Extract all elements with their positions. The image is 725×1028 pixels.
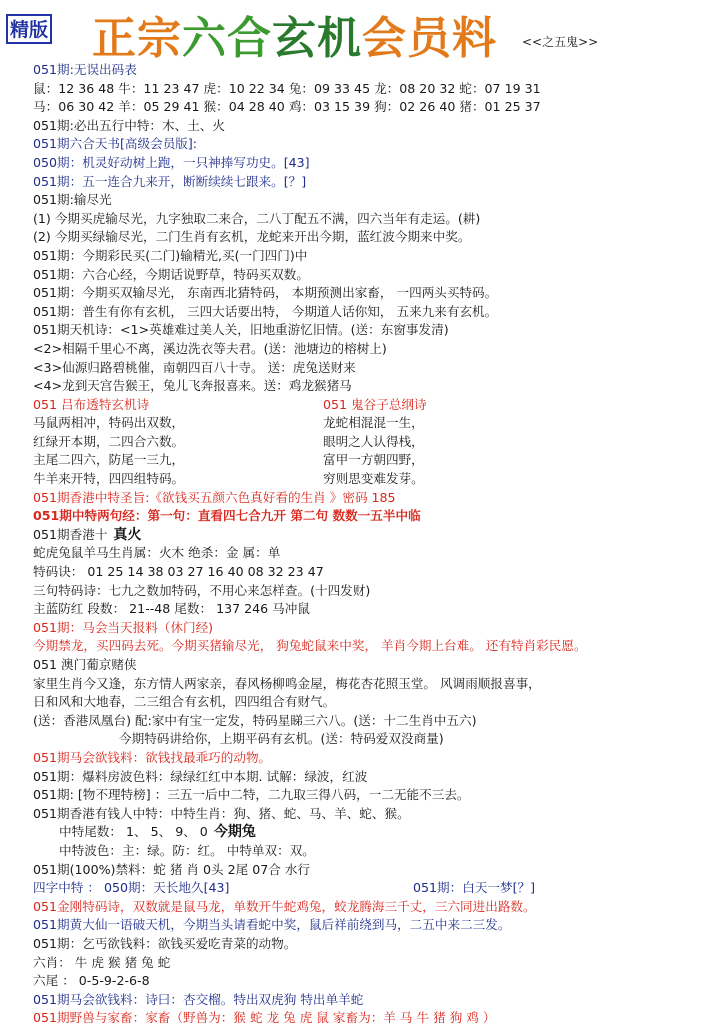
text-line bbox=[33, 507, 723, 526]
line-text: 051期：今期彩民买(二门)输精光,买(一门四门)中 bbox=[33, 247, 308, 263]
line-text: 051期：普生有你有玄机， 三四大话要出特， 今期道人话你知， 五来九来有玄机。 bbox=[33, 303, 498, 319]
text-line bbox=[33, 805, 723, 824]
line-text: 三句特码诗：七九之数加特码，不用心来怎样查。(十四发财) bbox=[33, 582, 371, 598]
text-line bbox=[33, 303, 723, 322]
line-left: 牛羊来开特，四四组特码。 bbox=[33, 471, 185, 487]
overlay-stamp-text: 今期兔 bbox=[213, 824, 256, 841]
line-text: 051期：五一连合九来开，断断续续七跟来。[？] bbox=[33, 173, 307, 189]
line-text: 051期(100%)禁料：蛇 猪 肖 0头 2尾 07合 水行 bbox=[33, 861, 311, 877]
line-text: 六尾 ： 0-5-9-2-6-8 bbox=[33, 973, 150, 989]
line-left: 四字中特 ： 050期：天长地久[43] bbox=[33, 880, 230, 896]
overlay-stamp-text: 真火 bbox=[113, 526, 142, 543]
line-right: 富甲一方朝四野， bbox=[323, 452, 424, 468]
line-text: 蛇虎兔鼠羊马生肖属：火木 绝杀：金 属：单 bbox=[33, 545, 281, 561]
line-text: 051期马会欲钱料：诗曰：杏交榴。特出双虎狗 特出单羊蛇 bbox=[33, 991, 364, 1007]
text-line bbox=[33, 396, 723, 415]
line-text: 051期：乞丐欲钱料：欲钱买爱吃青菜的动物。 bbox=[33, 935, 297, 951]
line-text: 六肖： 牛 虎 猴 猪 兔 蛇 bbox=[33, 954, 171, 970]
line-text: 今期禁龙，买四码去死。今期买猪输尽光， 狗兔蛇鼠来中奖， 羊肖今期上台难。 还有特肖彩民愿。 bbox=[33, 638, 587, 654]
line-text: (2) 今期买绿输尽光，二门生肖有玄机，龙蛇来开出今期，蓝红波今期来中奖。 bbox=[33, 229, 471, 245]
text-line bbox=[33, 712, 723, 731]
line-text: 鼠：12 36 48 牛：11 23 47 虎：10 22 34 兔：09 33 45 龙：08 20 32 蛇：07 19 31 bbox=[33, 80, 541, 96]
text-line bbox=[33, 916, 723, 935]
line-text: 051期香港十 bbox=[33, 526, 108, 542]
line-text: 051期马会欲钱料：欲钱找最乖巧的动物。 bbox=[33, 749, 272, 765]
document-body bbox=[33, 61, 723, 1028]
text-line bbox=[33, 266, 723, 285]
text-line bbox=[33, 340, 723, 359]
line-right: 051 鬼谷子总纲诗 bbox=[323, 396, 427, 412]
text-line bbox=[33, 1009, 723, 1028]
text-line bbox=[33, 321, 723, 340]
line-text: 马：06 30 42 羊：05 29 41 猴：04 28 40 鸡：03 15 39 狗：02 26 40 猪：01 25 37 bbox=[33, 99, 541, 115]
text-line bbox=[33, 600, 723, 619]
line-text: 中特尾数： 1、 5、 9、 0 bbox=[59, 824, 208, 840]
text-line bbox=[33, 898, 723, 917]
line-text: 家里生肖今又逢，东方情人两家亲，春风杨柳鸣金屋，梅花杏花照玉堂。 风调雨顺报喜事， bbox=[33, 675, 541, 691]
line-text: (送：香港凤凰台) 配:家中有宝一定发，特码星睇三六八。(送：十二生肖中五六) bbox=[33, 712, 477, 728]
text-line bbox=[33, 656, 723, 675]
text-line bbox=[33, 879, 723, 898]
line-text: 特码诀： 01 25 14 38 03 27 16 40 08 32 23 47 bbox=[33, 564, 324, 580]
text-line bbox=[33, 954, 723, 973]
line-text: 051期:必出五行中特：木、土、火 bbox=[33, 117, 225, 133]
line-text: 051期香港中特圣旨:《欲钱买五颜六色真好看的生肖 》密码 185 bbox=[33, 489, 396, 505]
text-line bbox=[33, 619, 723, 638]
text-line bbox=[33, 98, 723, 117]
text-line bbox=[33, 991, 723, 1010]
line-text: 051期:输尽光 bbox=[33, 192, 112, 208]
line-text: 050期：机灵好动树上跑，一只神捧写功史。[43] bbox=[33, 154, 310, 170]
text-line bbox=[33, 228, 723, 247]
text-line bbox=[33, 749, 723, 768]
line-text: 051 澳门葡京赌侠 bbox=[33, 657, 137, 672]
line-text: 051期：爆料房波色料：绿绿红红中本期. 试解：绿波，红波 bbox=[33, 768, 368, 784]
text-line bbox=[33, 544, 723, 563]
line-text: 051期六合天书[高级会员版]: bbox=[33, 136, 198, 152]
line-text: 051期：今期买双输尽光， 东南西北猜特码， 本期预测出家畜， 一四两头买特码。 bbox=[33, 285, 498, 301]
page-title bbox=[92, 2, 497, 66]
text-line bbox=[33, 768, 723, 787]
line-left: 马鼠两相冲，特码出双数， bbox=[33, 415, 185, 431]
text-line bbox=[33, 191, 723, 210]
line-text: 今期特码讲给你，上期平码有玄机。(送：特码爱双没商量) bbox=[119, 731, 444, 747]
line-text: 051期香港有钱人中特：中特生肖：狗、猪、蛇、马、羊、蛇、猴。 bbox=[33, 805, 410, 821]
text-line bbox=[33, 173, 723, 192]
line-text: 051期：马会当天报料（休门经) bbox=[33, 619, 214, 635]
line-text: 051期天机诗：<1>英雄难过美人关，旧地重游忆旧情。(送：东窗事发清) bbox=[33, 322, 449, 338]
line-text: 日和风和大地春，二三组合有玄机，四四组合有财气。 bbox=[33, 694, 336, 710]
text-line bbox=[33, 637, 723, 656]
line-text: 051期：六合心经，今期话说野草，特码买双数。 bbox=[33, 266, 309, 282]
line-text: <2>相隔千里心不离，溪边洗衣等夫君。(送：池塘边的榕树上) bbox=[33, 340, 387, 356]
text-line bbox=[33, 359, 723, 378]
text-line bbox=[33, 563, 723, 582]
text-line bbox=[33, 377, 723, 396]
title-part-3: 玄机 bbox=[272, 13, 362, 64]
line-text: 051期:无误出码表 bbox=[33, 62, 137, 77]
line-text: 主蓝防红 段数： 21--48 尾数： 137 246 马冲鼠 bbox=[33, 601, 310, 617]
text-line bbox=[33, 823, 723, 842]
line-right: 龙蛇相混混一生， bbox=[323, 415, 424, 431]
text-line bbox=[33, 414, 723, 433]
line-text: 051金刚特码诗，双数就是鼠马龙，单数开牛蛇鸡兔，蛟龙腾海三千丈，三六同进出路数。 bbox=[33, 898, 536, 914]
text-line bbox=[33, 154, 723, 173]
text-line bbox=[33, 693, 723, 712]
line-text: 051期野兽与家畜：家畜（野兽为：猴 蛇 龙 兔 虎 鼠 家畜为：羊 马 牛 猪 狗 鸡 ） bbox=[33, 1010, 496, 1026]
text-line bbox=[33, 247, 723, 266]
text-line bbox=[33, 470, 723, 489]
line-text: 中特波色：主：绿。防：红。 中特单双：双。 bbox=[59, 842, 315, 858]
line-text: (1) 今期买虎输尽光，九字独取二来合，二八丁配五不满，四六当年有走运。(耕) bbox=[33, 210, 481, 226]
text-line bbox=[33, 526, 723, 545]
line-text: <4>龙到天宫告猴王，兔儿飞奔报喜来。送：鸡龙猴猪马 bbox=[33, 378, 352, 394]
text-line bbox=[33, 582, 723, 601]
subtitle-tag: <<之五鬼>> bbox=[522, 35, 599, 49]
line-text: 051期黄大仙一语破天机，今期当头请看蛇中奖，鼠后祥前绕到马，二五中来二三发。 bbox=[33, 917, 511, 933]
text-line bbox=[33, 210, 723, 229]
text-line bbox=[33, 730, 723, 749]
line-left: 红绿开本期，二四合六数。 bbox=[33, 433, 185, 449]
text-line bbox=[33, 972, 723, 991]
text-line bbox=[33, 675, 723, 694]
text-line bbox=[33, 935, 723, 954]
line-text: 051期: [物不理特榜] ：三五一后中二特，二九取三得八码，一二无能不三去。 bbox=[33, 787, 470, 803]
title-part-4: 会员料 bbox=[362, 13, 497, 64]
text-line bbox=[33, 80, 723, 99]
text-line bbox=[33, 861, 723, 880]
text-line bbox=[33, 61, 723, 80]
text-line bbox=[33, 135, 723, 154]
text-line bbox=[33, 489, 723, 508]
text-line bbox=[33, 786, 723, 805]
title-part-2: 六合 bbox=[182, 13, 272, 64]
text-line bbox=[33, 117, 723, 136]
text-line bbox=[33, 842, 723, 861]
line-right: 眼明之人认得栈， bbox=[323, 433, 424, 449]
line-left: 051 吕布透特玄机诗 bbox=[33, 396, 150, 412]
text-line bbox=[33, 284, 723, 303]
line-left: 主尾二四六，防尾一三九， bbox=[33, 452, 185, 468]
line-right: 051期：白天一梦[？] bbox=[413, 880, 536, 896]
text-line bbox=[33, 451, 723, 470]
title-part-1: 正宗 bbox=[92, 13, 182, 64]
line-right: 穷则思变难发芽。 bbox=[323, 471, 424, 487]
line-text: 051期中特两句经：第一句：直看四七合九开 第二句 数数一五半中临 bbox=[33, 508, 421, 524]
text-line bbox=[33, 433, 723, 452]
badge-jingban: 精版 bbox=[6, 14, 52, 44]
line-text: <3>仙源归路碧桃催，南朝四百八十寺。 送：虎兔送财来 bbox=[33, 359, 356, 375]
